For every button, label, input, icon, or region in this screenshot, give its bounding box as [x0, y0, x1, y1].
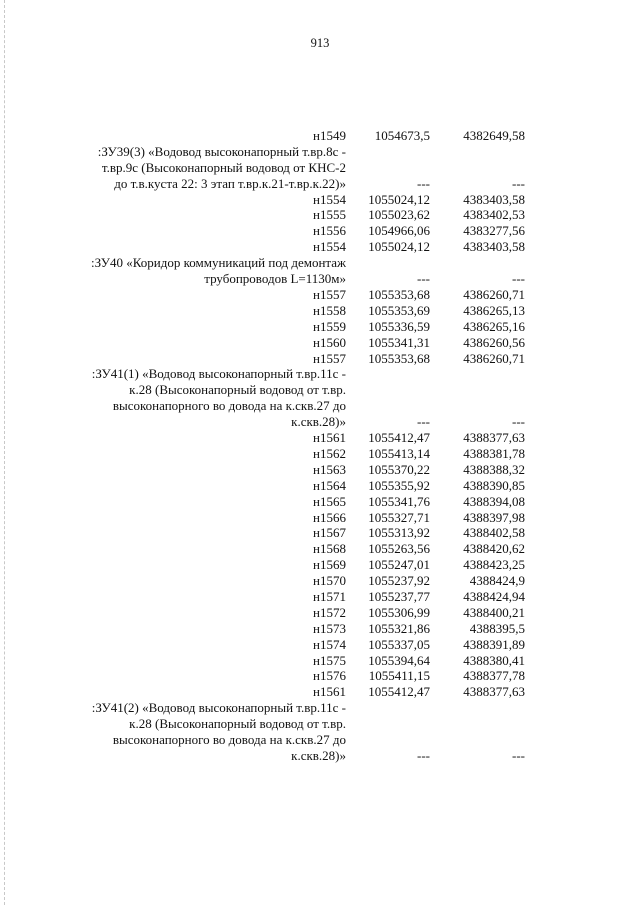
parcel-title-line: трубопроводов L=1130м» [204, 271, 346, 287]
parcel-header [70, 700, 525, 764]
point-id: н1574 [313, 636, 346, 652]
parcel-header [70, 366, 525, 430]
y-placeholder: --- [512, 747, 525, 763]
point-id: н1554 [313, 191, 346, 207]
x-coordinate: 1055024,12 [368, 239, 430, 255]
point-id: н1571 [313, 588, 346, 604]
coordinate-row [70, 287, 525, 303]
point-id: н1549 [313, 127, 346, 143]
coordinate-row [70, 223, 525, 239]
coordinate-row [70, 605, 525, 621]
y-coordinate: 4388402,58 [463, 525, 525, 541]
point-id: н1573 [313, 620, 346, 636]
y-coordinate: 4386260,71 [463, 350, 525, 366]
coordinate-row [70, 319, 525, 335]
point-id: н1564 [313, 477, 346, 493]
y-coordinate: 4388424,9 [469, 573, 525, 589]
y-placeholder: --- [512, 175, 525, 191]
point-id: н1570 [313, 573, 346, 589]
x-coordinate: 1055023,62 [368, 207, 430, 223]
point-id: н1560 [313, 334, 346, 350]
parcel-title-line: к.28 (Высоконапорный водовод от т.вр. [129, 716, 346, 732]
x-coordinate: 1055237,77 [368, 588, 430, 604]
point-id: н1575 [313, 652, 346, 668]
y-coordinate: 4386260,71 [463, 286, 525, 302]
x-coordinate: 1055306,99 [368, 604, 430, 620]
coordinate-row [70, 684, 525, 700]
y-coordinate: 4388400,21 [463, 604, 525, 620]
point-id: н1567 [313, 525, 346, 541]
coordinate-row [70, 637, 525, 653]
x-coordinate: 1055370,22 [368, 461, 430, 477]
point-id: н1555 [313, 207, 346, 223]
coordinate-row [70, 208, 525, 224]
x-coordinate: 1055411,15 [368, 668, 430, 684]
coordinate-row [70, 668, 525, 684]
coordinate-row [70, 462, 525, 478]
point-id: н1563 [313, 461, 346, 477]
y-placeholder: --- [512, 414, 525, 430]
x-coordinate: 1055336,59 [368, 318, 430, 334]
coordinate-row [70, 303, 525, 319]
x-coordinate: 1055337,05 [368, 636, 430, 652]
coordinate-row [70, 621, 525, 637]
x-coordinate: 1055237,92 [368, 573, 430, 589]
x-placeholder: --- [417, 747, 430, 763]
x-coordinate: 1054673,5 [374, 127, 430, 143]
parcel-title-line: к.скв.28)» [291, 414, 346, 430]
point-id: н1576 [313, 668, 346, 684]
x-coordinate: 1055412,47 [368, 430, 430, 446]
parcel-title-line: :ЗУ40 «Коридор коммуникаций под демонтаж [91, 255, 346, 271]
y-coordinate: 4383403,58 [463, 191, 525, 207]
x-coordinate: 1055313,92 [368, 525, 430, 541]
coordinate-row [70, 239, 525, 255]
x-coordinate: 1055413,14 [368, 445, 430, 461]
x-placeholder: --- [417, 414, 430, 430]
y-coordinate: 4388394,08 [463, 493, 525, 509]
x-coordinate: 1055263,56 [368, 541, 430, 557]
parcel-title-line: :ЗУ39(3) «Водовод высоконапорный т.вр.8с - [97, 143, 346, 159]
x-coordinate: 1055024,12 [368, 191, 430, 207]
point-id: н1569 [313, 557, 346, 573]
coordinate-row [70, 589, 525, 605]
x-coordinate: 1054966,06 [368, 223, 430, 239]
x-coordinate: 1055341,76 [368, 493, 430, 509]
y-coordinate: 4383402,53 [463, 207, 525, 223]
y-coordinate: 4388381,78 [463, 445, 525, 461]
coordinates-table [70, 128, 525, 764]
y-coordinate: 4388390,85 [463, 477, 525, 493]
point-id: н1561 [313, 430, 346, 446]
y-coordinate: 4386265,13 [463, 302, 525, 318]
coordinate-row [70, 446, 525, 462]
point-id: н1565 [313, 493, 346, 509]
coordinate-row [70, 653, 525, 669]
parcel-title-line: к.28 (Высоконапорный водовод от т.вр. [129, 382, 346, 398]
y-coordinate: 4388377,63 [463, 684, 525, 700]
coordinate-row [70, 335, 525, 351]
x-coordinate: 1055247,01 [368, 557, 430, 573]
parcel-title [70, 366, 346, 430]
y-coordinate: 4388395,5 [469, 620, 525, 636]
parcel-header [70, 255, 525, 287]
coordinate-row [70, 541, 525, 557]
x-placeholder: --- [417, 175, 430, 191]
y-coordinate: 4383277,56 [463, 223, 525, 239]
point-id: н1556 [313, 223, 346, 239]
point-id: н1561 [313, 684, 346, 700]
y-coordinate: 4386260,56 [463, 334, 525, 350]
point-id: н1568 [313, 541, 346, 557]
coordinate-row [70, 525, 525, 541]
y-coordinate: 4388423,25 [463, 557, 525, 573]
x-coordinate: 1055412,47 [368, 684, 430, 700]
y-coordinate: 4388377,78 [463, 668, 525, 684]
coordinate-row [70, 192, 525, 208]
coordinate-row [70, 573, 525, 589]
y-coordinate: 4388391,89 [463, 636, 525, 652]
coordinate-row [70, 128, 525, 144]
page-number: 913 [310, 36, 330, 50]
x-coordinate: 1055353,69 [368, 302, 430, 318]
parcel-title [70, 144, 346, 192]
point-id: н1562 [313, 445, 346, 461]
point-id: н1572 [313, 604, 346, 620]
parcel-title-line: т.вр.9с (Высоконапорный водовод от КНС-2 [101, 159, 346, 175]
x-placeholder: --- [417, 271, 430, 287]
parcel-title [70, 700, 346, 764]
y-coordinate: 4382649,58 [463, 127, 525, 143]
coordinate-row [70, 557, 525, 573]
coordinate-row [70, 494, 525, 510]
parcel-title-line: до т.в.куста 22: 3 этап т.вр.к.21-т.вр.к.22)» [114, 175, 346, 191]
x-coordinate: 1055353,68 [368, 350, 430, 366]
x-coordinate: 1055327,71 [368, 509, 430, 525]
coordinate-row [70, 478, 525, 494]
parcel-title-line: к.скв.28)» [291, 747, 346, 763]
y-coordinate: 4388397,98 [463, 509, 525, 525]
point-id: н1554 [313, 239, 346, 255]
parcel-title-line: высоконапорного во довода на к.скв.27 до [112, 398, 346, 414]
point-id: н1557 [313, 286, 346, 302]
parcel-header [70, 144, 525, 192]
coordinate-row [70, 510, 525, 526]
x-coordinate: 1055353,68 [368, 286, 430, 302]
y-coordinate: 4388424,94 [463, 588, 525, 604]
y-coordinate: 4388420,62 [463, 541, 525, 557]
scan-edge-line [4, 0, 6, 905]
point-id: н1559 [313, 318, 346, 334]
y-coordinate: 4388380,41 [463, 652, 525, 668]
point-id: н1566 [313, 509, 346, 525]
coordinate-row [70, 351, 525, 367]
parcel-title [70, 255, 346, 287]
x-coordinate: 1055321,86 [368, 620, 430, 636]
coordinate-row [70, 430, 525, 446]
x-coordinate: 1055355,92 [368, 477, 430, 493]
y-coordinate: 4386265,16 [463, 318, 525, 334]
point-id: н1558 [313, 302, 346, 318]
parcel-title-line: высоконапорного во довода на к.скв.27 до [112, 732, 346, 748]
y-coordinate: 4383403,58 [463, 239, 525, 255]
y-placeholder: --- [512, 271, 525, 287]
parcel-title-line: :ЗУ41(2) «Водовод высоконапорный т.вр.11с - [91, 700, 346, 716]
y-coordinate: 4388377,63 [463, 430, 525, 446]
y-coordinate: 4388388,32 [463, 461, 525, 477]
point-id: н1557 [313, 350, 346, 366]
x-coordinate: 1055394,64 [368, 652, 430, 668]
parcel-title-line: :ЗУ41(1) «Водовод высоконапорный т.вр.11с - [91, 366, 346, 382]
x-coordinate: 1055341,31 [368, 334, 430, 350]
